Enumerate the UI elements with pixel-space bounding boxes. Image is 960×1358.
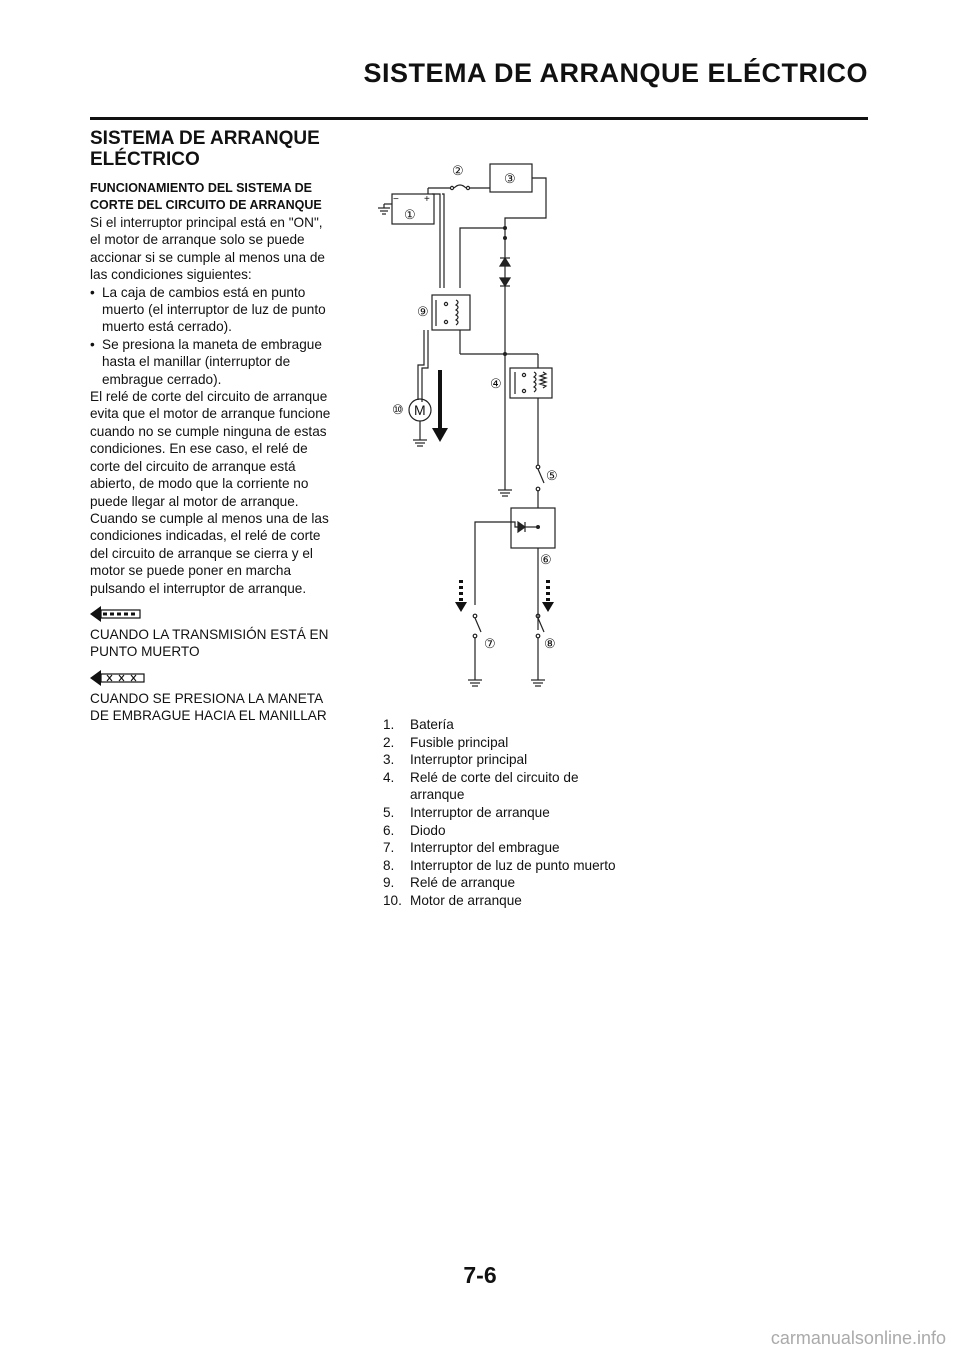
cutoff-relay-box [510, 368, 552, 398]
part-number: 2. [383, 734, 395, 750]
header-rule [90, 117, 868, 120]
part-name: Relé de corte del circuito de arranque [410, 769, 579, 803]
condition-item: • Se presiona la maneta de embrague hasta el manillar (interruptor de embrague cerrado). [90, 336, 335, 388]
part-name: Batería [410, 717, 454, 732]
battery-plus-sign: + [424, 194, 430, 205]
callout-5: ⑤ [546, 468, 558, 483]
part-name: Motor de arranque [410, 892, 522, 908]
list-item [383, 892, 633, 910]
part-number: 7. [383, 840, 395, 856]
list-item [383, 751, 633, 769]
callout-4: ④ [490, 376, 502, 391]
list-item [383, 734, 633, 752]
callout-2: ② [452, 163, 464, 178]
part-number: 5. [383, 804, 395, 820]
battery-minus-sign: − [393, 194, 399, 205]
section-title: SISTEMA DE ARRANQUE ELÉCTRICO [90, 128, 320, 170]
part-number: 9. [383, 875, 395, 891]
starting-circuit-diagram [360, 150, 600, 695]
callout-9: ⑨ [417, 304, 429, 319]
part-name: Interruptor del embrague [410, 840, 560, 856]
neutral-arrow-icon [90, 605, 142, 623]
part-name: Diodo [410, 822, 446, 838]
list-item [383, 857, 633, 875]
part-number: 4. [383, 769, 395, 785]
starter-relay-box [432, 295, 470, 330]
text-column [90, 128, 335, 725]
part-number: 1. [383, 717, 395, 732]
callout-3: ③ [504, 171, 516, 186]
parts-list [383, 716, 633, 910]
part-number: 6. [383, 822, 395, 838]
conditions-list [90, 284, 335, 388]
part-number: 3. [383, 752, 395, 768]
condition-item: • La caja de cambios está en punto muerto (el interruptor de luz de punto muerto está cerrado). [90, 284, 335, 336]
part-name: Interruptor de luz de punto muerto [410, 857, 616, 873]
clutch-arrow-icon [90, 669, 146, 687]
part-number: 10. [383, 892, 402, 908]
callout-6: ⑥ [540, 552, 552, 567]
motor-symbol-label: M [414, 402, 426, 418]
list-item [383, 716, 633, 734]
part-name: Relé de arranque [410, 875, 516, 891]
page-header-title: SISTEMA DE ARRANQUE ELÉCTRICO [363, 58, 868, 88]
list-item [383, 839, 633, 857]
callout-10: ⑩ [392, 402, 404, 417]
part-name: Fusible principal [410, 734, 509, 750]
callout-1: ① [404, 207, 416, 222]
part-name: Interruptor de arranque [410, 804, 550, 820]
callout-7: ⑦ [484, 636, 496, 651]
part-number: 8. [383, 857, 395, 873]
subsection-title: FUNCIONAMIENTO DEL SISTEMA DE CORTE DEL CIRCUITO DE ARRANQUE [90, 181, 322, 212]
legend-clutch-label: CUANDO SE PRESIONA LA MANETA DE EMBRAGUE HACIA EL MANILLAR [90, 690, 327, 724]
list-item [383, 822, 633, 840]
explanation-paragraph: El relé de corte del circuito de arranque evita que el motor de arranque funcione cuando no se cumple ninguna de estas condiciones. En ese caso, el relé de corte del circuito de arranque está abierto, de modo que la corriente no puede llegar al motor de arranque. Cuando se cumple al menos una de las condiciones indicadas, el relé de corte del circuito de arranque se cierra y el motor se puede poner en marcha pulsando el interruptor de arranque. [90, 389, 331, 596]
watermark: carmanualsonline.info [770, 1328, 946, 1348]
part-name: Interruptor principal [410, 752, 528, 768]
page-number: 7-6 [463, 1262, 497, 1288]
current-arrows [432, 370, 554, 612]
list-item [383, 804, 633, 822]
list-item [383, 769, 633, 804]
legend-neutral-label: CUANDO LA TRANSMISIÓN ESTÁ EN PUNTO MUERTO [90, 626, 329, 660]
intro-paragraph: Si el interruptor principal está en "ON", el motor de arranque solo se puede accionar si se cumple al menos una de las condiciones siguientes: [90, 215, 325, 283]
callout-8: ⑧ [544, 636, 556, 651]
list-item [383, 874, 633, 892]
